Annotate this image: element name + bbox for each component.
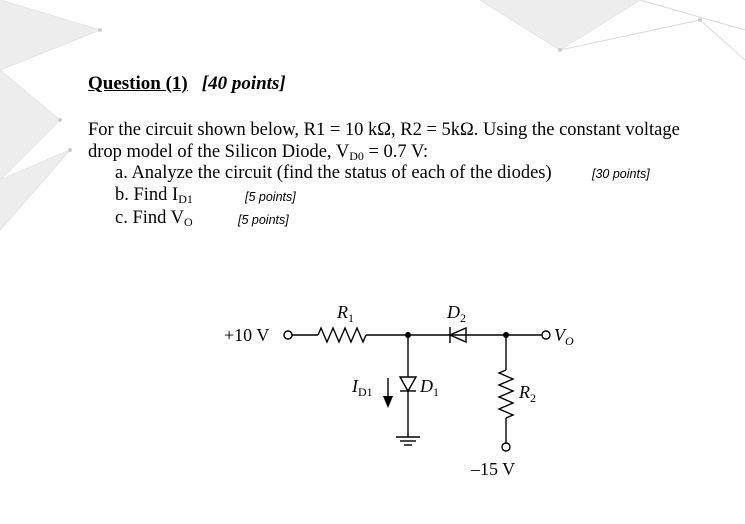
question-label: Question (1) [88, 73, 188, 94]
d1-label: $D_1$ [420, 376, 439, 399]
part-b-subscript: D1 [178, 192, 193, 206]
neg-supply-label: –15 V [471, 459, 516, 479]
stem-text: drop model of the Silicon Diode, V [88, 142, 350, 162]
part-a-points: [30 points] [592, 167, 650, 181]
question-stem-line1: For the circuit shown below, R1 = 10 kΩ, R2 = 5kΩ. Using the constant voltage [88, 120, 680, 140]
resistor-r2 [499, 370, 513, 418]
question-points: [40 points] [201, 73, 286, 94]
r2-label: $R_2$ [519, 382, 536, 405]
part-a-text: a. Analyze the circuit (find the status of each of the diodes) [115, 163, 552, 183]
diode-d1 [400, 377, 416, 391]
resistor-r1 [318, 328, 366, 342]
neg-supply-terminal [502, 443, 510, 451]
id1-label: $I_{D1}$ [352, 376, 373, 399]
output-terminal [542, 331, 550, 339]
current-arrow-head [383, 396, 393, 408]
part-b-points: [5 points] [245, 190, 296, 204]
source-label: +10 V [224, 325, 270, 345]
part-c-subscript: O [184, 215, 193, 229]
stem-text-end: = 0.7 V: [363, 142, 429, 162]
d2-label: $D_2$ [447, 302, 466, 325]
input-terminal [284, 331, 292, 339]
part-c-points: [5 points] [238, 213, 289, 227]
r1-label: $R_1$ [337, 302, 354, 325]
node-dot-output [503, 332, 509, 338]
stem-subscript: D0 [349, 149, 364, 163]
part-c-text: c. Find V [115, 208, 185, 228]
node-dot-d1 [405, 332, 411, 338]
vo-label: $V_O$ [554, 325, 574, 348]
part-b-text: b. Find I [115, 185, 179, 205]
